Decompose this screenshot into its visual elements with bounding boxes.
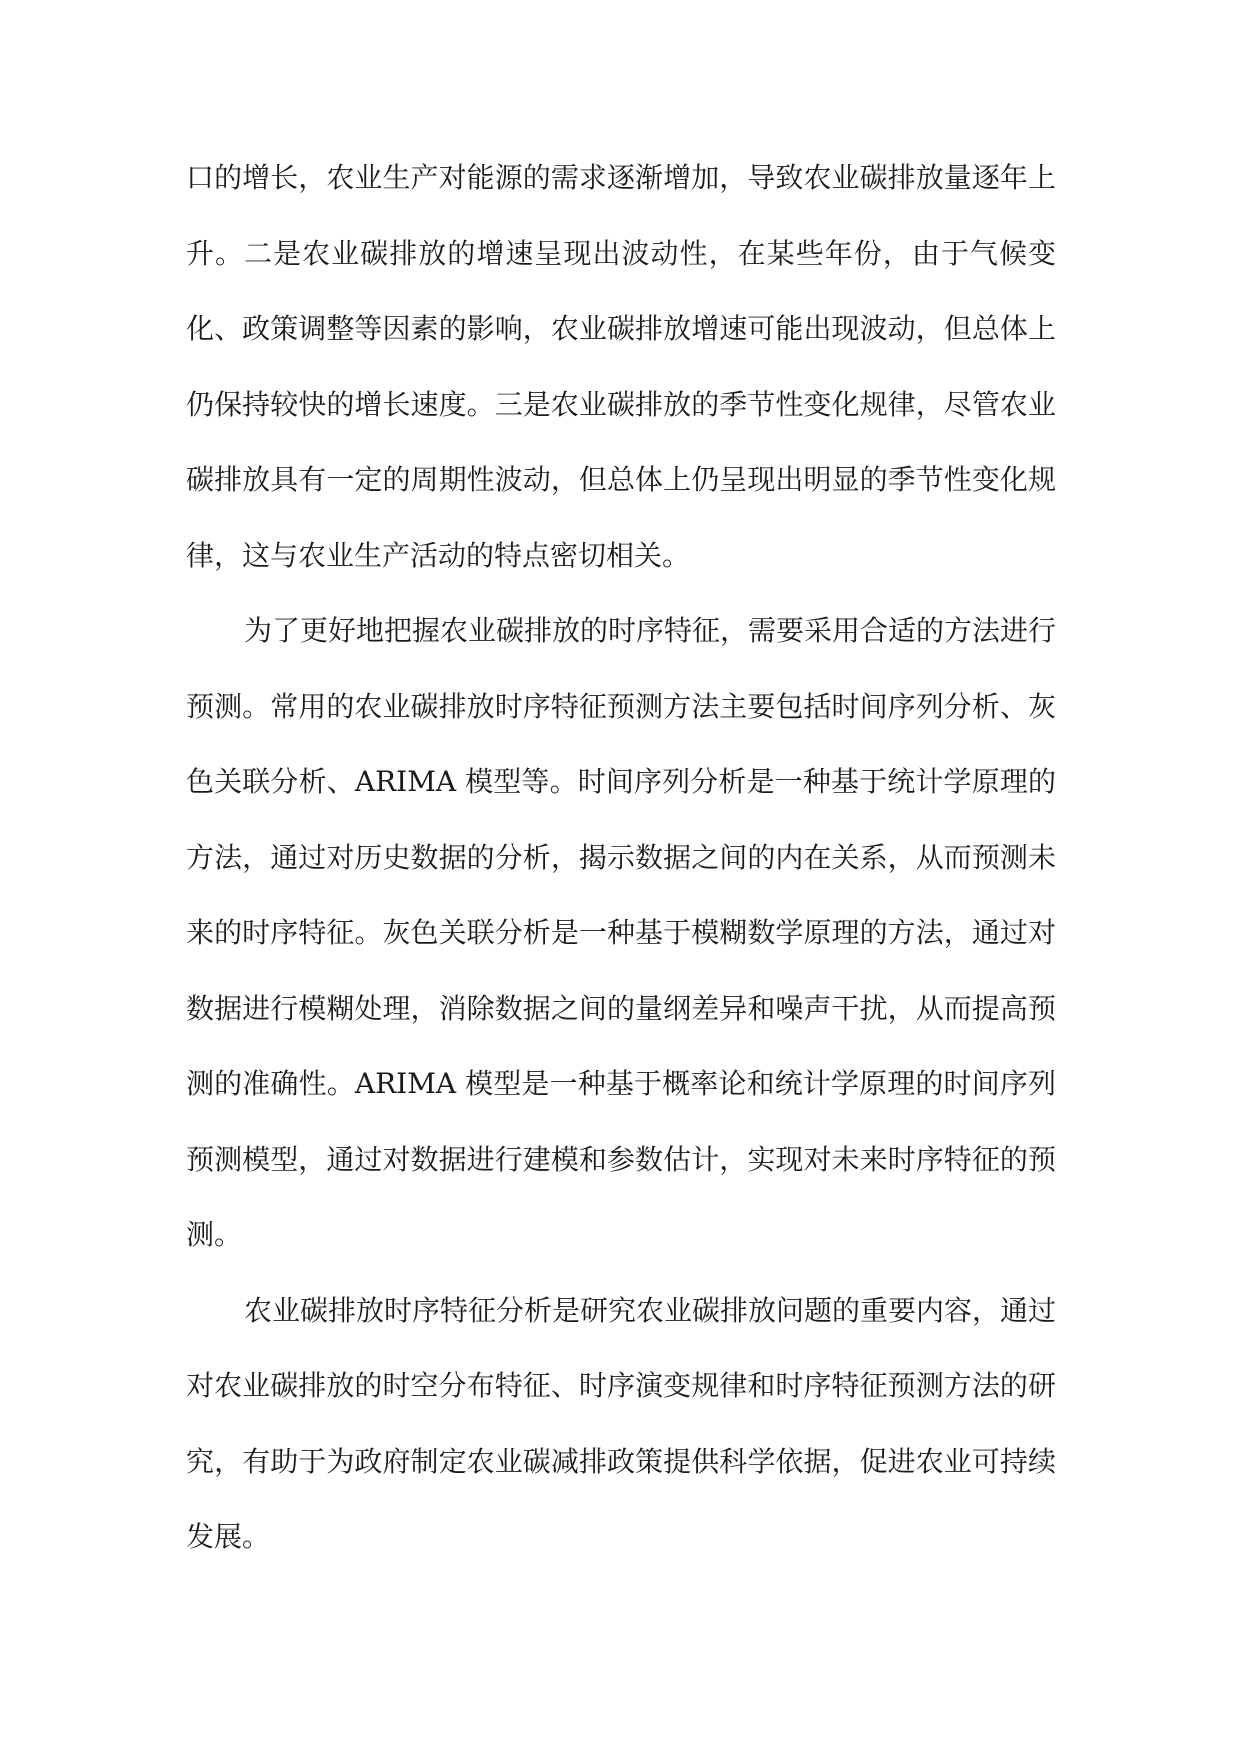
paragraph-prediction-methods: 为了更好地把握农业碳排放的时序特征，需要采用合适的方法进行预测。常用的农业碳排放时序特征预测方法主要包括时间序列分析、灰色关联分析、ARIMA 模型等。时间序列分析是一种基于统计学原理的方法，通过对历史数据的分析，揭示数据之间的内在关系，从而预测未来的时序特征。灰色关联分析是一种基于模糊数学原理的方法，通过对数据进行模糊处理，消除数据之间的量纲差异和噪声干扰，从而提高预测的准确性。ARIMA 模型是一种基于概率论和统计学原理的时间序列预测模型，通过对数据进行建模和参数估计，实现对未来时序特征的预测。 [186, 614, 1057, 1251]
paragraph-continued: 口的增长，农业生产对能源的需求逐渐增加，导致农业碳排放量逐年上升。二是农业碳排放的增速呈现出波动性，在某些年份，由于气候变化、政策调整等因素的影响，农业碳排放增速可能出现波动，但总体上仍保持较快的增长速度。三是农业碳排放的季节性变化规律，尽管农业碳排放具有一定的周期性波动，但总体上仍呈现出明显的季节性变化规律，这与农业生产活动的特点密切相关。 [186, 161, 1056, 572]
paragraph-conclusion: 农业碳排放时序特征分析是研究农业碳排放问题的重要内容，通过对农业碳排放的时空分布特征、时序演变规律和时序特征预测方法的研究，有助于为政府制定农业碳减排政策提供科学依据，促进农业可持续发展。 [186, 1293, 1057, 1553]
document-body [186, 140, 1056, 1575]
